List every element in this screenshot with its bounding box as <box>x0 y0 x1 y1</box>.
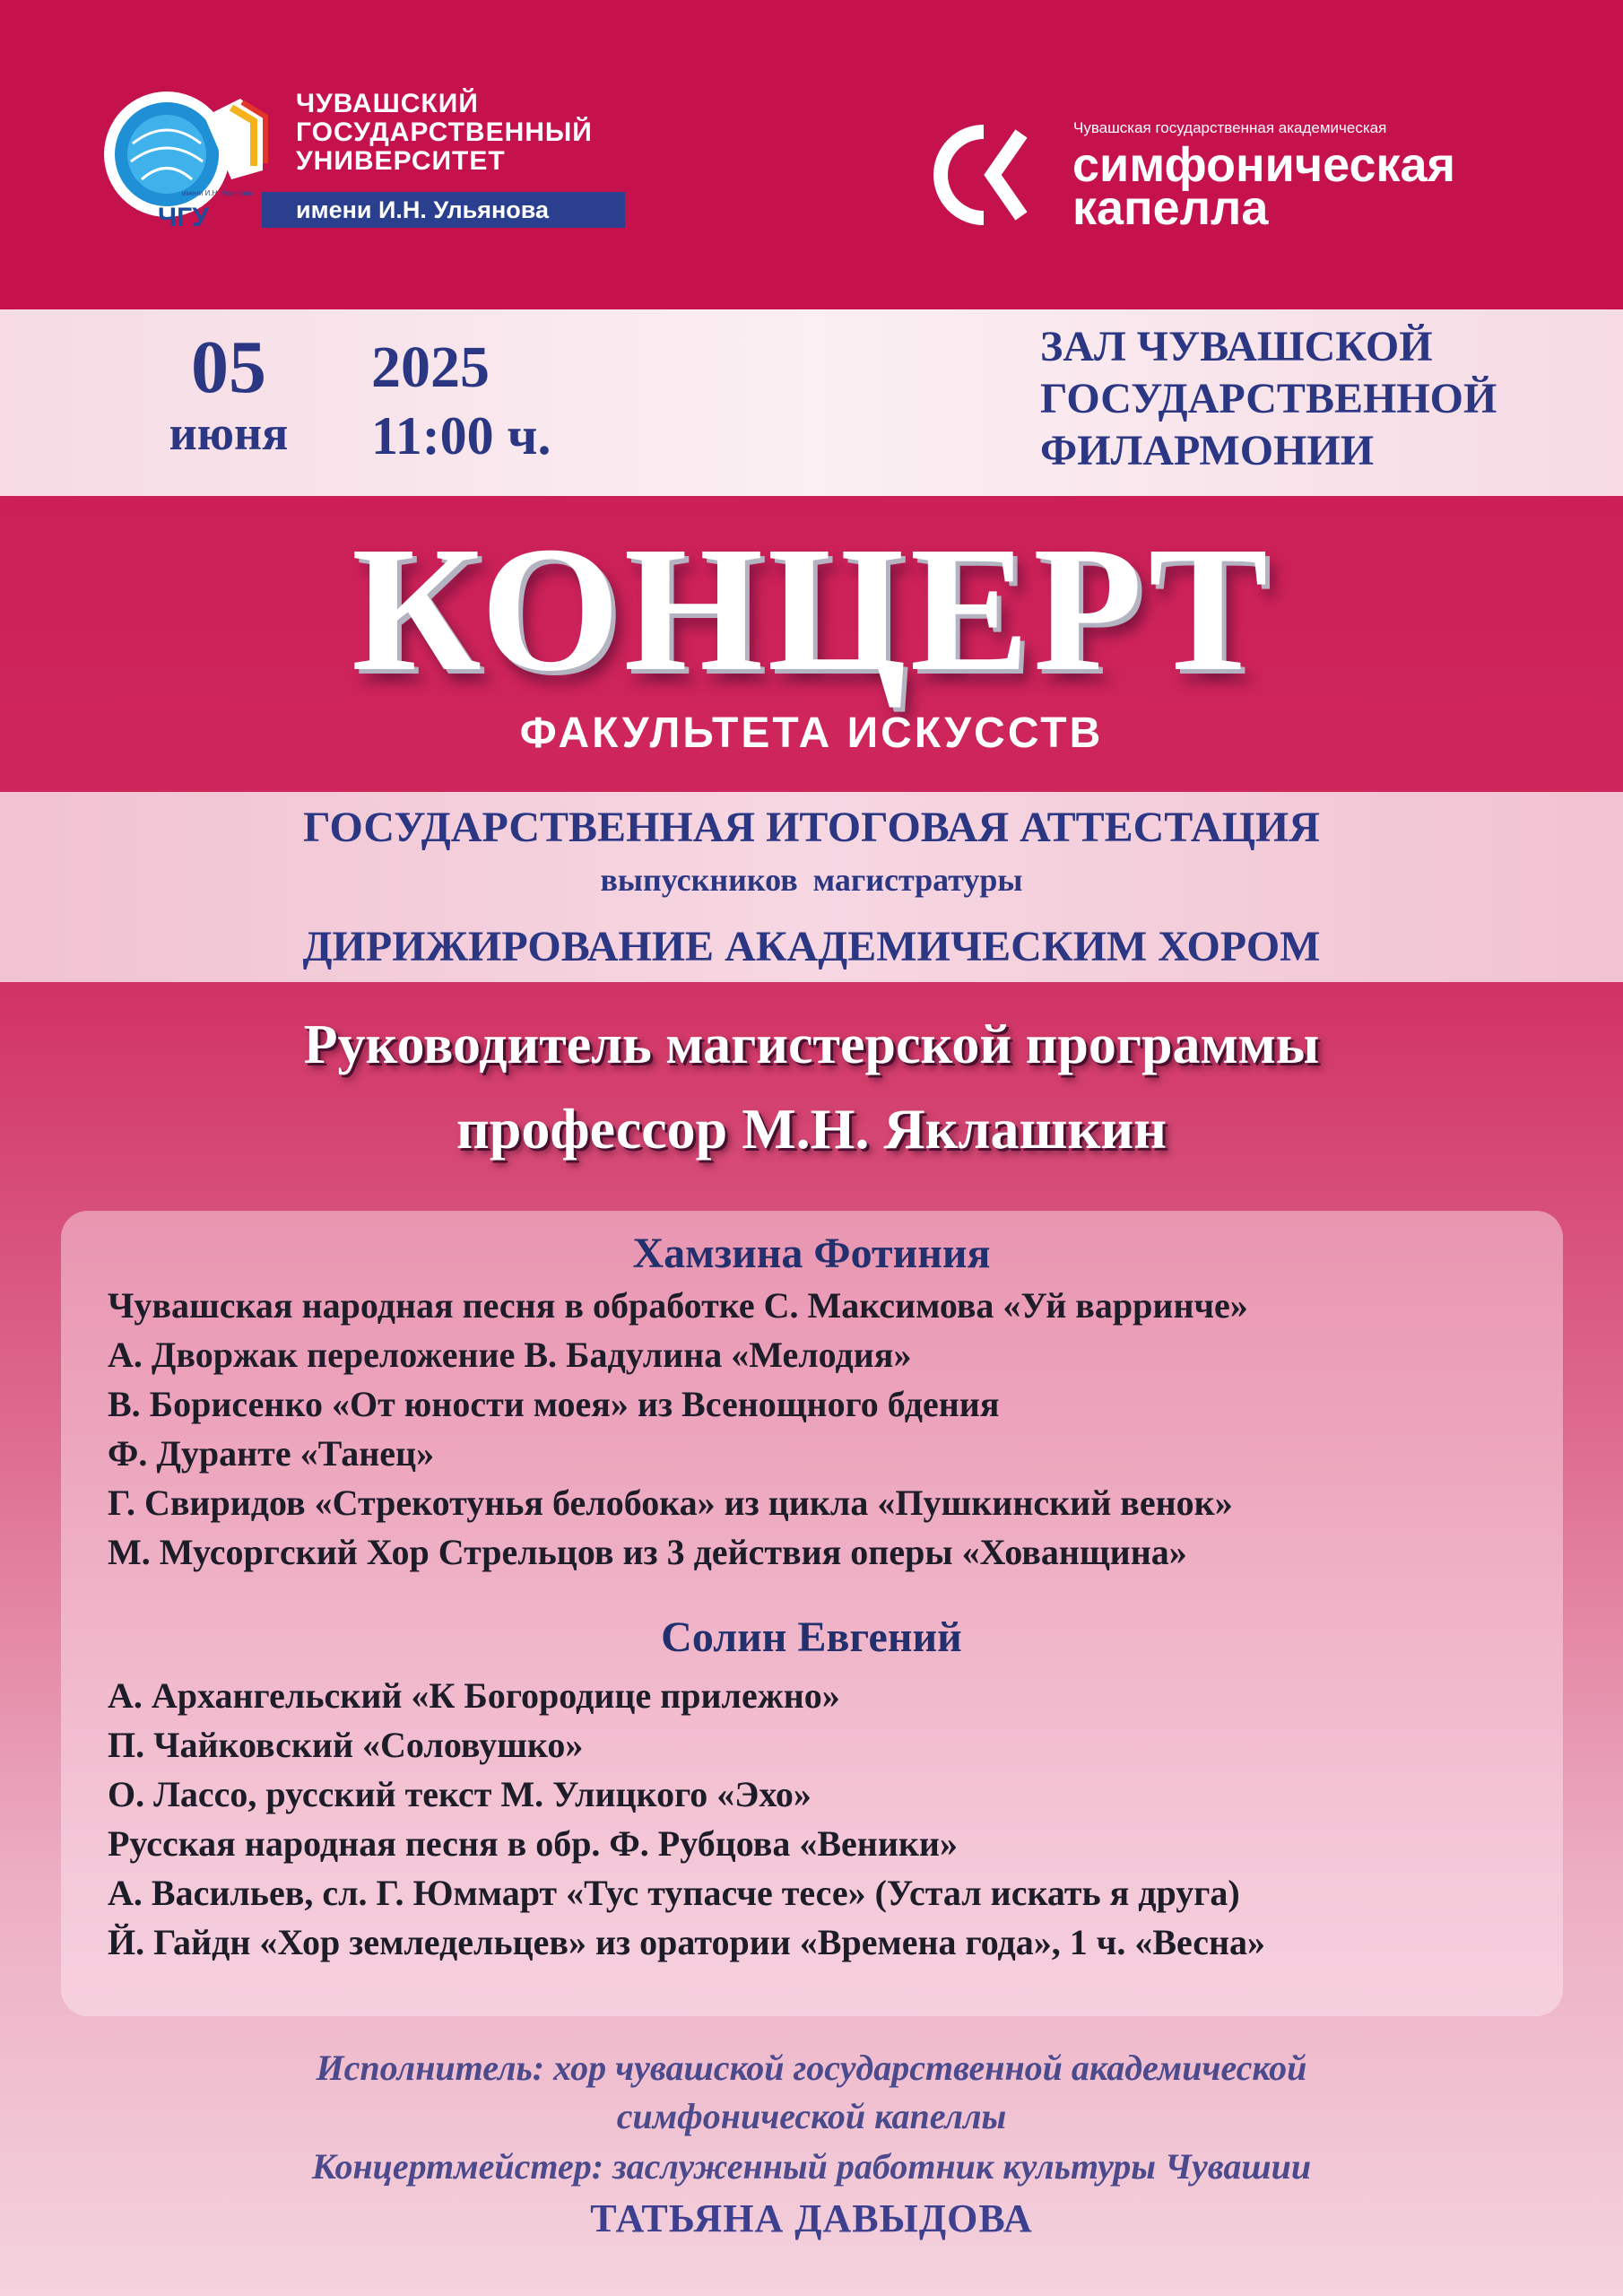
program-item: В. Борисенко «От юности моея» из Всенощного бдения <box>108 1384 1000 1424</box>
kapella-subtitle: Чувашская государственная академическая <box>1073 119 1387 136</box>
program-item: А. Васильев, сл. Г. Юммарт «Тус тупасче тесе» (Устал искать я друга) <box>108 1873 1240 1913</box>
venue-line: ФИЛАРМОНИИ <box>1040 427 1375 474</box>
performer-credit: Исполнитель: хор чувашской государственной академической <box>316 2048 1307 2088</box>
event-day: 05 <box>191 326 266 409</box>
attestation-title: ГОСУДАРСТВЕННАЯ ИТОГОВАЯ АТТЕСТАЦИЯ <box>303 804 1320 851</box>
program-item: Й. Гайдн «Хор земледельцев» из оратории «Времена года», 1 ч. «Весна» <box>108 1922 1266 1962</box>
kapella-name <box>1072 138 1456 235</box>
venue-line: ЗАЛ ЧУВАШСКОЙ <box>1040 323 1433 370</box>
kapella-logo-icon <box>928 121 1045 229</box>
university-name-line: ГОСУДАРСТВЕННЫЙ <box>296 117 593 147</box>
kapella-name-line1: симфоническая <box>1072 138 1456 192</box>
accompanist-name: ТАТЬЯНА ДАВЫДОВА <box>590 2196 1033 2240</box>
logo-small-text: имени И.Н. Ульянова <box>182 189 253 197</box>
leader-role: Руководитель магистерской программы <box>303 1014 1320 1075</box>
program-item: Чувашская народная песня в обработке С. Максимова «Уй варринче» <box>108 1285 1248 1326</box>
program-item: П. Чайковский «Соловушко» <box>108 1725 584 1765</box>
event-venue <box>1040 321 1497 477</box>
performer-name: Солин Евгений <box>661 1613 962 1661</box>
attestation-specialty: ДИРИЖИРОВАНИЕ АКАДЕМИЧЕСКИМ ХОРОМ <box>302 923 1321 970</box>
program-item: А. Дворжак переложение В. Бадулина «Мелодия» <box>108 1335 912 1375</box>
attestation-subtitle: выпускников магистратуры <box>600 862 1023 898</box>
program-item: Русская народная песня в обр. Ф. Рубцова «Веники» <box>108 1823 958 1864</box>
event-time: 11:00 ч. <box>371 406 551 465</box>
page-subtitle: ФАКУЛЬТЕТА ИСКУССТВ <box>519 709 1104 757</box>
program-item: М. Мусоргский Хор Стрельцов из 3 действия оперы «Хованщина» <box>108 1532 1187 1572</box>
kapella-name-line2: капелла <box>1072 181 1269 235</box>
accompanist-credit: Концертмейстер: заслуженный работник культуры Чувашии <box>311 2146 1312 2187</box>
event-month: июня <box>169 406 289 460</box>
performer-credit-cont: симфонической капеллы <box>616 2096 1007 2136</box>
venue-line: ГОСУДАРСТВЕННОЙ <box>1040 375 1497 422</box>
program-item: О. Лассо, русский текст М. Улицкого «Эхо» <box>108 1774 812 1814</box>
university-name <box>296 90 593 176</box>
leader-name: профессор М.Н. Яклашкин <box>456 1097 1167 1161</box>
university-name-bar: имени И.Н. Ульянова <box>262 192 625 228</box>
page-title: КОНЦЕРТ <box>351 510 1272 709</box>
university-name-line: УНИВЕРСИТЕТ <box>296 146 506 176</box>
university-logo-icon <box>97 81 276 233</box>
program-item: А. Архангельский «К Богородице прилежно» <box>108 1675 840 1716</box>
program-item: Г. Свиридов «Стрекотунья белобока» из цикла «Пушкинский венок» <box>108 1483 1233 1523</box>
program-item: Ф. Дуранте «Танец» <box>108 1433 435 1474</box>
performer-name: Хамзина Фотиния <box>632 1230 991 1277</box>
logo-abbr: ЧГУ <box>158 203 209 232</box>
university-name-line: ЧУВАШСКИЙ <box>296 89 479 118</box>
event-year: 2025 <box>371 335 490 400</box>
